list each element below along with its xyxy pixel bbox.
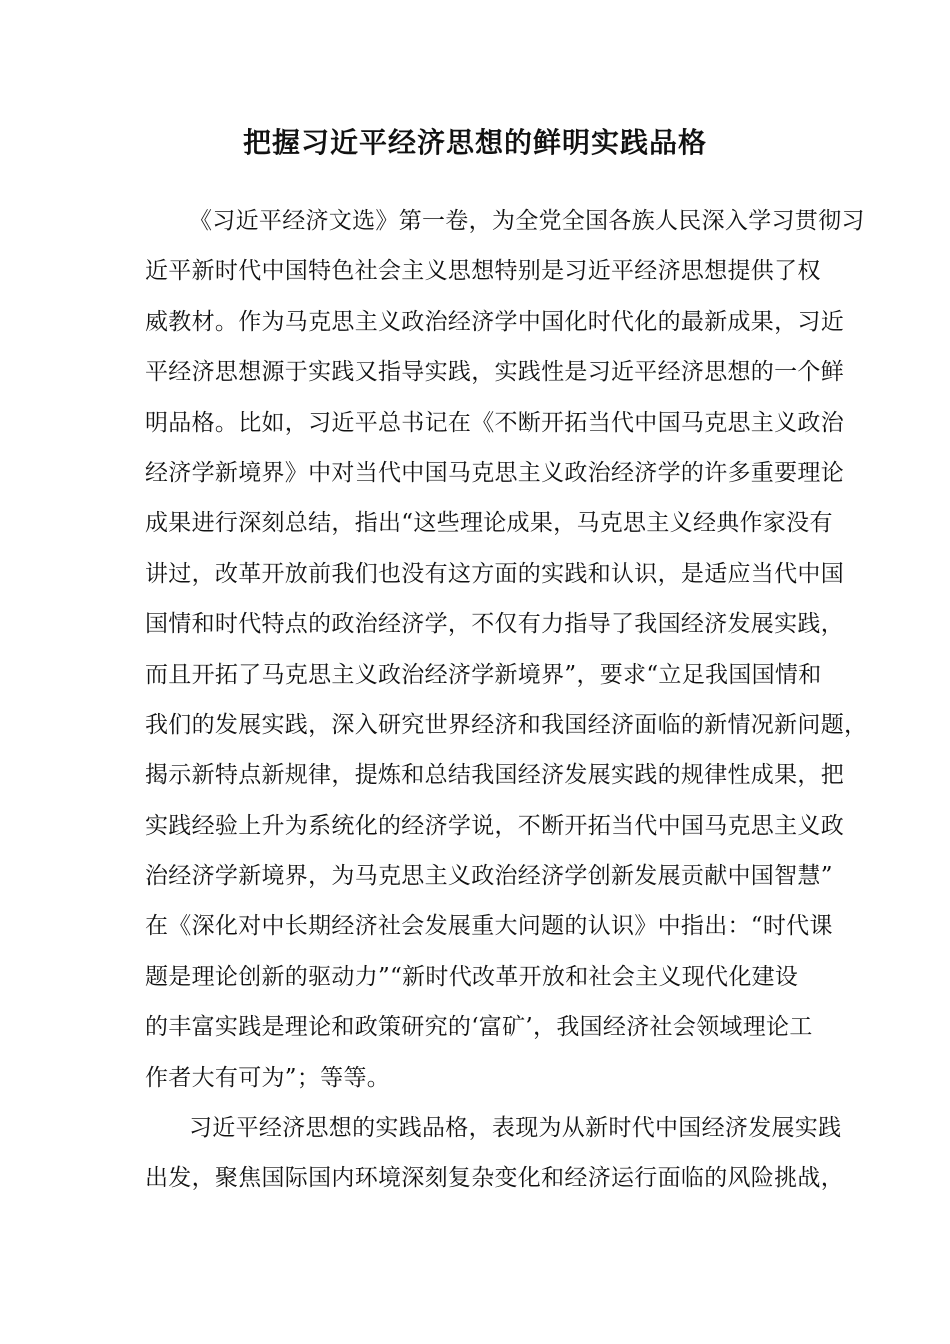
paragraph-line: 讲过，改革开放前我们也没有这方面的实践和认识，是适应当代中国 (145, 560, 844, 587)
paragraph-line: 揭示新特点新规律，提炼和总结我国经济发展实践的规律性成果，把 (145, 762, 844, 789)
paragraph-line: 作者大有可为”；等等。 (145, 1064, 391, 1091)
paragraph-line: 的丰富实践是理论和政策研究的‘富矿’，我国经济社会领域理论工 (145, 1014, 813, 1041)
paragraph-line: 平经济思想源于实践又指导实践，实践性是习近平经济思想的一个鲜 (145, 359, 844, 386)
paragraph-line: 题是理论创新的驱动力”“新时代改革开放和社会主义现代化建设 (145, 963, 799, 990)
paragraph-line: 出发，聚焦国际国内环境深刻复杂变化和经济运行面临的风险挑战， (145, 1165, 844, 1192)
paragraph-line: 习近平经济思想的实践品格，表现为从新时代中国经济发展实践 (189, 1115, 842, 1142)
paragraph-line: 成果进行深刻总结，指出“这些理论成果，马克思主义经典作家没有 (145, 510, 833, 537)
document-body (145, 196, 868, 1204)
paragraph-line: 我们的发展实践，深入研究世界经济和我国经济面临的新情况新问题， (145, 711, 868, 738)
paragraph-line: 国情和时代特点的政治经济学，不仅有力指导了我国经济发展实践， (145, 611, 844, 638)
paragraph-line: 在《深化对中长期经济社会发展重大问题的认识》中指出：“时代课 (145, 913, 833, 940)
paragraph-line: 明品格。比如，习近平总书记在《不断开拓当代中国马克思主义政治 (145, 409, 844, 436)
paragraph-line: 威教材。作为马克思主义政治经济学中国化时代化的最新成果，习近 (145, 308, 844, 335)
document-title: 把握习近平经济思想的鲜明实践品格 (242, 126, 707, 159)
paragraph-line: 《习近平经济文选》第一卷，为全党全国各族人民深入学习贯彻习 (189, 208, 865, 234)
paragraph-line: 实践经验上升为系统化的经济学说，不断开拓当代中国马克思主义政 (145, 812, 844, 839)
paragraph-line: 经济学新境界》中对当代中国马克思主义政治经济学的许多重要理论 (145, 459, 844, 486)
paragraph-line: 而且开拓了马克思主义政治经济学新境界”，要求“立足我国国情和 (145, 661, 822, 688)
paragraph-line: 治经济学新境界，为马克思主义政治经济学创新发展贡献中国智慧” (145, 863, 833, 890)
paragraph-line: 近平新时代中国特色社会主义思想特别是习近平经济思想提供了权 (145, 258, 821, 285)
